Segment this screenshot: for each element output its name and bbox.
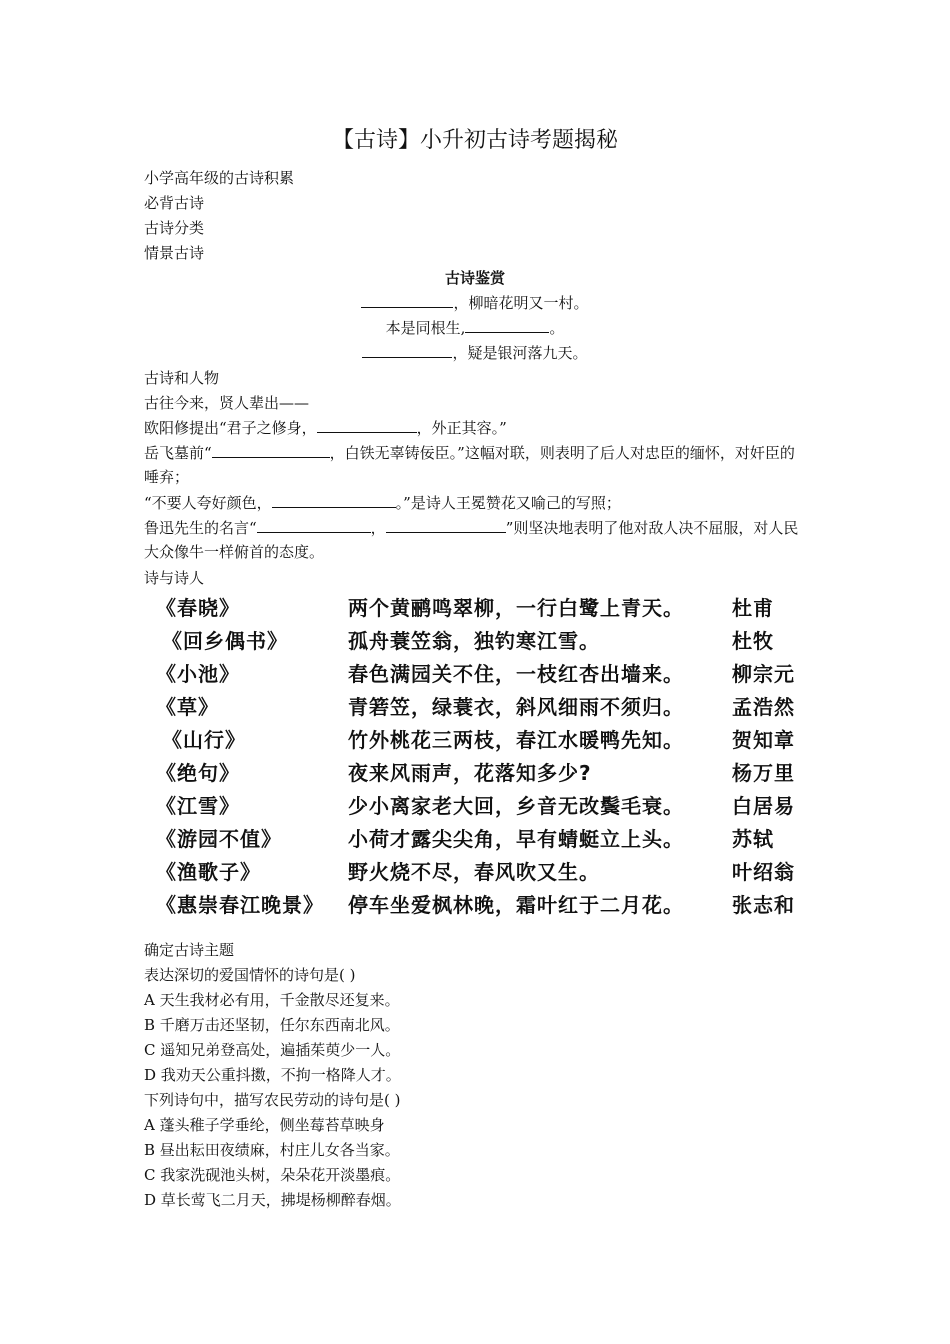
answer-blank[interactable]: [257, 516, 371, 533]
section-heading-theme: 确定古诗主题: [144, 941, 235, 959]
poem-row: [144, 658, 814, 691]
poem-title: 《草》: [156, 695, 219, 719]
answer-blank[interactable]: [362, 341, 452, 358]
page-title: 【古诗】小升初古诗考题揭秘: [331, 128, 618, 153]
poet-name: 张志和: [732, 893, 795, 917]
people-line-3: 岳飞墓前“ ，白铁无辜铸佞臣。”这幅对联，则表明了后人对忠臣的缅怀，对奸臣的唾弃；: [144, 441, 809, 489]
poem-title: 《小池》: [156, 662, 240, 686]
poem-row: [144, 823, 814, 856]
poem-line: 少小离家老大回，乡音无改鬓毛衰。: [348, 794, 684, 818]
poem-title: 《春晓》: [156, 596, 240, 620]
poem-row: [144, 724, 814, 757]
section-heading-people: 古诗和人物: [144, 369, 220, 387]
answer-blank[interactable]: [212, 441, 330, 458]
poem-line: 孤舟蓑笠翁，独钓寒江雪。: [348, 629, 600, 653]
question-2: 下列诗句中，描写农民劳动的诗句是( ): [144, 1091, 401, 1109]
poem-line: 竹外桃花三两枝，春江水暖鸭先知。: [348, 728, 684, 752]
answer-blank[interactable]: [317, 416, 417, 433]
people-line-4: “不要人夸好颜色， 。”是诗人王冕赞花又喻己的写照；: [144, 491, 621, 515]
poet-name: 柳宗元: [732, 662, 795, 686]
poem-line: 野火烧不尽，春风吹又生。: [348, 860, 600, 884]
question-2-option-a: A 蓬头稚子学垂纶，侧坐莓苔草映身: [144, 1116, 385, 1134]
people-line-2: 欧阳修提出“君子之修身， ，外正其容。”: [144, 416, 507, 440]
poem-title: 《回乡偶书》: [162, 629, 288, 653]
intro-line-4: 情景古诗: [144, 244, 205, 262]
poem-line: 春色满园关不住，一枝红杏出墙来。: [348, 662, 684, 686]
poem-title: 《渔歌子》: [156, 860, 261, 884]
people-line-1: 古往今来，贤人辈出——: [144, 394, 310, 412]
answer-blank[interactable]: [465, 316, 549, 333]
poet-name: 杜甫: [732, 596, 774, 620]
poem-row: [144, 889, 814, 922]
poem-line: 夜来风雨声，花落知多少?: [348, 761, 592, 785]
poem-title: 《山行》: [162, 728, 246, 752]
poet-name: 白居易: [732, 794, 795, 818]
section-heading-poets: 诗与诗人: [144, 569, 205, 587]
intro-line-2: 必背古诗: [144, 194, 205, 212]
poem-title: 《惠崇春江晚景》: [156, 893, 324, 917]
answer-blank[interactable]: [361, 291, 453, 308]
appreciation-question-3: ，疑是银河落九天。: [0, 341, 950, 365]
appreciation-heading: 古诗鉴赏: [444, 269, 505, 287]
poem-line: 青箬笠，绿蓑衣，斜风细雨不须归。: [348, 695, 684, 719]
question-1-option-b: B 千磨万击还坚韧，任尔东西南北风。: [144, 1016, 400, 1034]
poet-name: 杨万里: [732, 761, 795, 785]
question-2-option-b: B 昼出耘田夜绩麻，村庄儿女各当家。: [144, 1141, 400, 1159]
poem-row: [144, 790, 814, 823]
answer-blank[interactable]: [272, 491, 396, 508]
question-1-option-a: A 天生我材必有用，千金散尽还复来。: [144, 991, 400, 1009]
appreciation-question-2: 本是同根生, 。: [0, 316, 950, 340]
poem-title: 《游园不值》: [156, 827, 282, 851]
question-1: 表达深切的爱国情怀的诗句是( ): [144, 966, 356, 984]
poet-name: 孟浩然: [732, 695, 795, 719]
poem-row: [144, 757, 814, 790]
poem-row: [144, 856, 814, 889]
people-line-5: 鲁迅先生的名言“ ， ”则坚决地表明了他对敌人决不屈服，对人民大众像牛一样俯首的态度。: [144, 516, 809, 564]
poem-row: [144, 625, 814, 658]
poet-name: 杜牧: [732, 629, 774, 653]
poem-row: [144, 691, 814, 724]
poem-title: 《绝句》: [156, 761, 240, 785]
question-1-option-c: C 遥知兄弟登高处，遍插茱萸少一人。: [144, 1041, 401, 1059]
question-2-option-c: C 我家洗砚池头树，朵朵花开淡墨痕。: [144, 1166, 401, 1184]
intro-line-3: 古诗分类: [144, 219, 205, 237]
poem-line: 两个黄鹂鸣翠柳，一行白鹭上青天。: [348, 596, 684, 620]
poet-name: 叶绍翁: [732, 860, 795, 884]
poem-row: [144, 592, 814, 625]
poem-title: 《江雪》: [156, 794, 240, 818]
question-1-option-d: D 我劝天公重抖擞，不拘一格降人才。: [144, 1066, 401, 1084]
poem-line: 停车坐爱枫林晚，霜叶红于二月花。: [348, 893, 684, 917]
question-2-option-d: D 草长莺飞二月天，拂堤杨柳醉春烟。: [144, 1191, 401, 1209]
poet-name: 苏轼: [732, 827, 774, 851]
appreciation-question-1: ，柳暗花明又一村。: [0, 291, 950, 315]
answer-blank[interactable]: [386, 516, 506, 533]
intro-line-1: 小学高年级的古诗积累: [144, 169, 295, 187]
poem-line: 小荷才露尖尖角，早有蜻蜓立上头。: [348, 827, 684, 851]
poet-name: 贺知章: [732, 728, 795, 752]
